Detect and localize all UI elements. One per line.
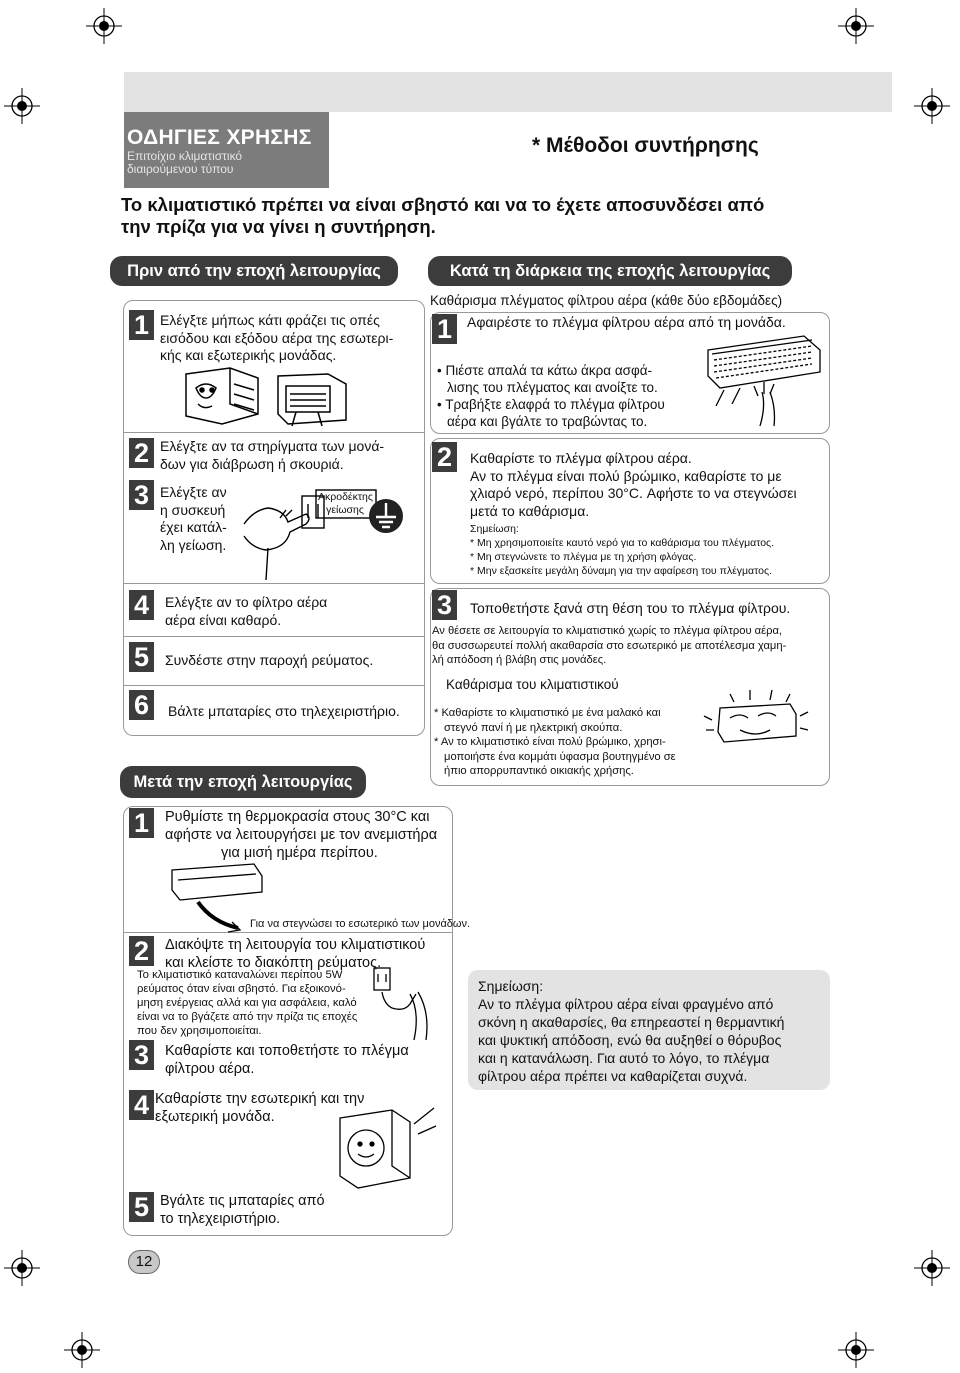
registration-mark-icon (4, 88, 40, 124)
text-line: το τηλεχειριστήριο. (160, 1211, 281, 1227)
text-line: και ψυκτική απόδοση, ενώ θα αυξηθεί ο θόρυβος (478, 1032, 782, 1048)
text-line: Αν θέσετε σε λειτουργία το κλιματιστικό χωρίς το πλέγμα φίλτρου αέρα, (432, 625, 783, 637)
step-number: 4 (129, 1090, 154, 1120)
intro-text (121, 194, 861, 238)
step-number: 1 (432, 314, 457, 344)
section-title: * Μέθοδοι συντήρησης (532, 134, 759, 157)
step-number: 2 (432, 442, 457, 472)
unplug-illustration (366, 964, 436, 1044)
text-line: Ελέγξτε αν (160, 484, 227, 500)
text-line: εισόδου και εξόδου αέρα της εσωτερι- (160, 329, 394, 346)
during-season-heading: Κατά τη διάρκεια της εποχής λειτουργίας (428, 256, 792, 286)
text-line: Αν το πλέγμα είναι πολύ βρώμικο, καθαρίστε το με (470, 467, 782, 484)
registration-mark-icon (4, 1250, 40, 1286)
text-line: είναι να το βγάζετε από την πρίζα τις εποχές (137, 1011, 358, 1023)
text-line: ήπιο απορρυπαντικό οικιακής χρήσης. (444, 765, 634, 777)
registration-mark-icon (838, 8, 874, 44)
intro-line-2: την πρίζα για να γίνει η συντήρηση. (121, 216, 436, 237)
text-line: Σημείωση: (470, 523, 519, 535)
text-line: λη γείωση. (160, 536, 227, 553)
step-number: 1 (129, 808, 154, 838)
intro-line-1: Το κλιματιστικό πρέπει να είναι σβηστό και να το έχετε αποσυνδέσει από (121, 194, 765, 215)
during-step-1-text: Αφαιρέστε το πλέγμα φίλτρου αέρα από τη μονάδα. (467, 314, 786, 330)
text-line: μοποιήστε ένα κομμάτι ύφασμα βουτηγμένο σε (444, 750, 676, 763)
header-subtitle-1: Επιτοίχιο κλιματιστικό (127, 149, 243, 163)
step-number: 3 (129, 480, 154, 510)
text-line: Αν το πλέγμα φίλτρου αέρα είναι φραγμένο από (478, 996, 774, 1012)
text-line: Ακροδέκτης (318, 491, 373, 503)
step-number: 2 (129, 438, 154, 468)
text-line: χλιαρό νερό, περίπου 30°C. Αφήστε το να στεγνώσει (470, 485, 797, 501)
text-line: * Μη στεγνώνετε το πλέγμα με τη χρήση φλόγας. (470, 551, 697, 563)
divider (123, 583, 425, 584)
ground-terminal-label (318, 491, 372, 516)
text-line: φίλτρου αέρα. (165, 1061, 255, 1077)
text-line: * Αν το κλιματιστικό είναι πολύ βρώμικο, χρησι- (434, 736, 666, 748)
text-line: Ρυθμίστε τη θερμοκρασία στους 30°C και (165, 809, 430, 825)
text-line: θα συσσωρευτεί πολλή ακαθαρσία στο εσωτερικό με αποτέλεσμα χαμη- (432, 639, 787, 652)
text-line: Το κλιματιστικό καταναλώνει περίπου 5W (137, 969, 343, 981)
text-line: έχει κατάλ- (160, 519, 227, 535)
registration-mark-icon (64, 1332, 100, 1368)
text-line: μετά το καθάρισμα. (470, 502, 590, 519)
after-step-1-text (165, 808, 437, 862)
text-line: Ελέγξτε αν το φίλτρο αέρα (165, 594, 328, 610)
before-step-5-text: Συνδέστε στην παροχή ρεύματος. (165, 652, 374, 668)
text-line: γείωσης (326, 503, 364, 516)
step-number: 6 (129, 690, 154, 720)
text-line: στεγνό πανί ή με ηλεκτρική σκούπα. (444, 721, 623, 734)
header-title: ΟΔΗΓΙΕΣ ΧΡΗΣΗΣ (127, 126, 312, 149)
step-number: 1 (129, 310, 154, 340)
text-line: λισης του πλέγματος και ανοίξτε το. (447, 380, 658, 395)
text-line: και η κατανάλωση. Για αυτό το λόγο, το πλέγμα (478, 1050, 770, 1066)
text-line: Βγάλτε τις μπαταρίες από (160, 1193, 325, 1209)
after-step-3-text (165, 1042, 409, 1078)
happy-ac-unit-illustration (700, 686, 810, 754)
step-number: 5 (129, 1192, 154, 1222)
registration-mark-icon (838, 1332, 874, 1368)
text-line: για μισή ημέρα περίπου. (221, 845, 378, 861)
before-step-2-text (160, 438, 384, 473)
before-step-6-text: Βάλτε μπαταρίες στο τηλεχειριστήριο. (168, 703, 400, 719)
divider (123, 685, 425, 686)
text-line: αφήστε να λειτουργήσει με τον ανεμιστήρα (165, 827, 438, 843)
before-step-4-text (165, 594, 327, 629)
filter-cleaning-subheading: Καθάρισμα πλέγματος φίλτρου αέρα (κάθε δύο εβδομάδες) (430, 293, 783, 308)
step-number: 2 (129, 936, 154, 966)
bullet-icon: • (437, 397, 442, 412)
before-step-1-text (160, 312, 393, 365)
text-line: Καθαρίστε το πλέγμα φίλτρου αέρα. (470, 450, 692, 466)
registration-mark-icon (914, 1250, 950, 1286)
text-line: κής και εξωτερικής μονάδας. (160, 347, 337, 363)
text-line: Ελέγξτε μήπως κάτι φράζει τις οπές (160, 312, 380, 328)
filter-removal-illustration (700, 330, 826, 430)
text-line: σκόνη η ακαθαρσίες, θα επηρεαστεί η θερμαντική (478, 1014, 785, 1030)
top-band (124, 72, 892, 112)
text-line: Καθαρίστε και τοποθετήστε το πλέγμα (165, 1043, 409, 1059)
text-line: * Καθαρίστε το κλιματιστικό με ένα μαλακό και (434, 707, 661, 719)
bullet-item (437, 362, 707, 379)
outdoor-unit-illustration (330, 1100, 440, 1192)
after-step-5-text (160, 1192, 325, 1228)
text-line: και κλείστε το διακόπτη ρεύματος. (165, 955, 382, 971)
text-line: δων για διάβρωση ή σκουριά. (160, 455, 344, 472)
document-header (124, 112, 329, 188)
text-line: που δεν χρησιμοποιείται. (137, 1025, 262, 1037)
text-line: ρεύματος όταν είναι σβηστό. Για εξοικονό- (137, 983, 346, 995)
text-line: αέρα και βγάλτε το τραβώντας το. (447, 414, 648, 429)
text-line: Πιέστε απαλά τα κάτω άκρα ασφά- (445, 363, 653, 378)
during-step-2-notes (470, 522, 774, 578)
bullet-item (437, 396, 707, 413)
text-line: εξωτερική μονάδα. (155, 1109, 275, 1125)
before-season-heading: Πριν από την εποχή λειτουργίας (110, 256, 398, 286)
after-step-2-note (137, 968, 357, 1038)
step-number: 3 (129, 1040, 154, 1070)
text-line: η συσκευή (160, 501, 226, 518)
text-line: Καθαρίστε την εσωτερική και την (155, 1091, 365, 1107)
during-step-2-text (470, 450, 797, 520)
after-season-heading: Μετά την εποχή λειτουργίας (120, 766, 366, 798)
text-line: Ελέγξτε αν τα στηρίγματα των μονά- (160, 438, 385, 454)
divider (123, 636, 425, 637)
step-number: 3 (432, 590, 457, 620)
no-filter-warning (432, 624, 786, 668)
text-line: * Μην εξασκείτε μεγάλη δύναμη για την αφαίρεση του πλέγματος. (470, 565, 772, 577)
header-subtitle-2: διαιρούμενου τύπου (127, 162, 234, 176)
text-line: Διακόψτε τη λειτουργία του κλιματιστικού (165, 937, 426, 953)
indoor-outdoor-units-illustration (178, 364, 358, 430)
during-step-3-text: Τοποθετήστε ξανά στη θέση του το πλέγμα φίλτρου. (470, 600, 791, 616)
text-line: αέρα είναι καθαρό. (165, 611, 282, 628)
during-bullets (437, 362, 707, 430)
unit-cleaning-title: Καθάρισμα του κλιματιστικού (446, 677, 619, 692)
note-title: Σημείωση: (478, 978, 544, 994)
before-step-3-text (160, 484, 227, 554)
filter-note-box (468, 970, 830, 1090)
step-number: 4 (129, 590, 154, 620)
after-step-1-caption: Για να στεγνώσει το εσωτερικό των μονάδων. (250, 918, 471, 930)
divider (123, 432, 425, 433)
ground-symbol-icon (368, 498, 404, 534)
bullet-icon: • (437, 363, 442, 378)
text-line: λή απόδοση ή βλάβη στις μονάδες. (432, 654, 607, 666)
page-number: 12 (128, 1250, 160, 1274)
unit-cleaning-text (434, 706, 676, 779)
text-line: φίλτρου αέρα πρέπει να καθαρίζεται συχνά. (478, 1068, 748, 1084)
text-line: Τραβήξτε ελαφρά το πλέγμα φίλτρου (445, 397, 665, 412)
registration-mark-icon (86, 8, 122, 44)
text-line: μηση ενέργειας αλλά και για ασφάλεια, καλό (137, 997, 357, 1009)
registration-mark-icon (914, 88, 950, 124)
text-line: * Μη χρησιμοποιείτε καυτό νερό για το καθάρισμα του πλέγματος. (470, 537, 775, 549)
step-number: 5 (129, 642, 154, 672)
